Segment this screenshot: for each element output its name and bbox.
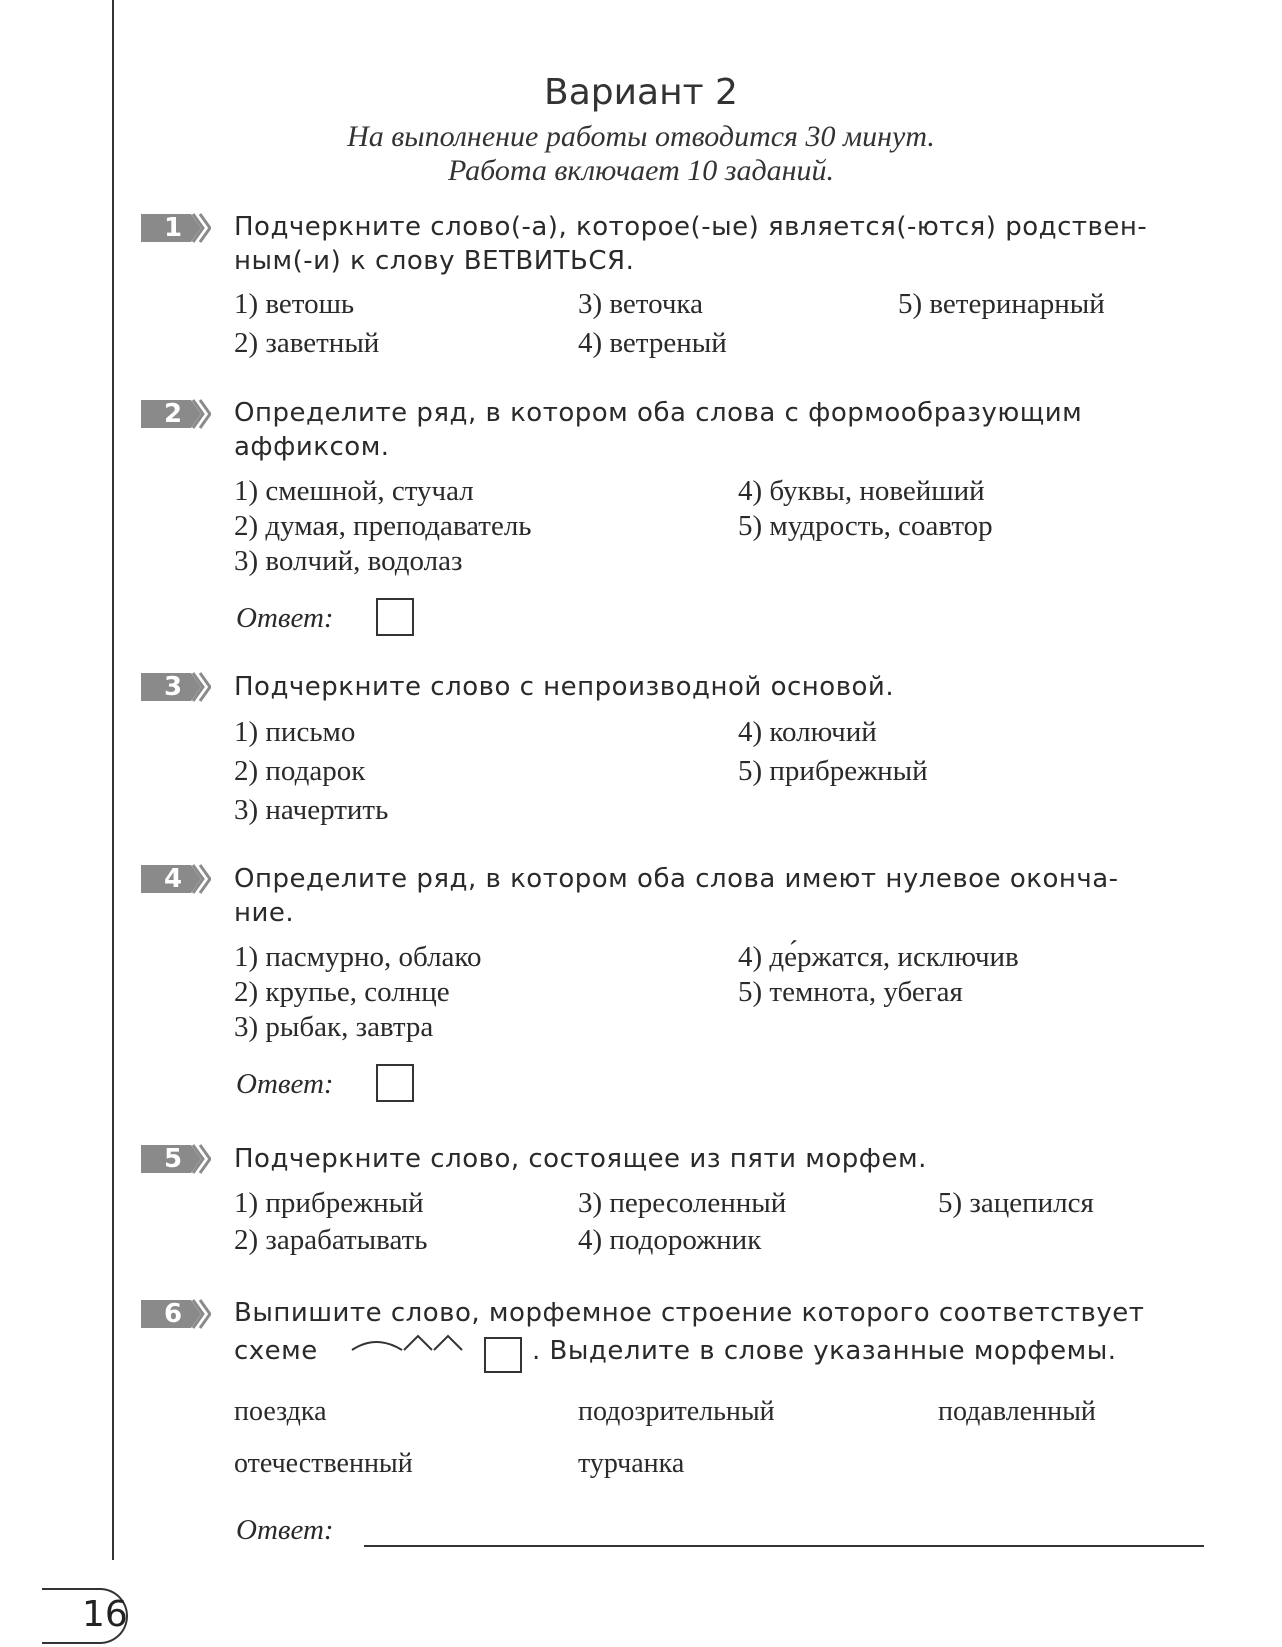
task-4-answer-box[interactable] [376, 1064, 414, 1102]
page-margin-line [112, 0, 114, 1560]
task-5-option-4[interactable]: 4) подорожник [578, 1224, 762, 1256]
task-2-option-3: 3) волчий, водолаз [234, 545, 463, 577]
task-3-number: 3 [163, 672, 183, 702]
task-4-option-4: 4) де́ржатся, исключив [738, 941, 1019, 973]
task-1-prompt-line1: Подчеркните слово(-а), которое(-ые) является(-ются) родствен- [234, 212, 1148, 242]
task-count-note: Работа включает 10 заданий. [447, 154, 835, 187]
task-5-option-1[interactable]: 1) прибрежный [234, 1187, 424, 1219]
task-2-prompt [234, 396, 1206, 464]
task-3-prompt-line1: Подчеркните слово с непроизводной основой. [234, 672, 895, 702]
task-6-word-3: подавленный [938, 1396, 1096, 1427]
task-4-prompt [234, 862, 1206, 930]
task-6-prompt-line2: . Выделите в слове указанные морфемы. [532, 1336, 1117, 1366]
task-2-option-5: 5) мудрость, соавтор [738, 510, 993, 542]
task-1-prompt [234, 210, 1206, 278]
task-2-prompt-line2: аффиксом. [234, 432, 390, 462]
task-6-word-1: поездка [234, 1396, 327, 1427]
task-4-answer-label: Ответ: [236, 1068, 334, 1100]
task-2-option-2: 2) думая, преподаватель [234, 510, 532, 542]
task-5-option-5[interactable]: 5) зацепился [938, 1187, 1094, 1219]
task-3-option-2[interactable]: 2) подарок [234, 755, 366, 787]
task-6-scheme-label: схеме [234, 1336, 318, 1366]
task-1-prompt-line2: ным(-и) к слову ВЕТВИТЬСЯ. [234, 246, 635, 276]
task-1-number: 1 [163, 213, 183, 243]
task-1-option-2[interactable]: 2) заветный [234, 327, 380, 359]
task-4-prompt-line2: ние. [234, 898, 295, 928]
task-6-prompt [234, 1296, 1206, 1330]
task-6-answer-line[interactable] [364, 1545, 1204, 1547]
page-title: Вариант 2 [544, 72, 738, 113]
task-6-prompt-line1: Выпишите слово, морфемное строение которого соответствует [234, 1298, 1145, 1328]
task-1-option-3[interactable]: 3) веточка [578, 288, 703, 320]
task-2-option-4: 4) буквы, новейший [738, 475, 985, 507]
task-2-answer-label: Ответ: [236, 602, 334, 634]
task-3-option-5[interactable]: 5) прибрежный [738, 755, 928, 787]
task-3-option-4[interactable]: 4) колючий [738, 716, 877, 748]
task-6-word-5: турчанка [578, 1448, 685, 1479]
task-4-prompt-line1: Определите ряд, в котором оба слова имеют нулевое оконча- [234, 864, 1119, 894]
task-4-option-2: 2) крупье, солнце [234, 976, 450, 1008]
task-4-badge [141, 862, 211, 896]
task-6-answer-label: Ответ: [236, 1514, 334, 1546]
task-6-word-4: отечественный [234, 1448, 413, 1479]
task-6-word-2: подозрительный [578, 1396, 775, 1427]
task-1-option-1[interactable]: 1) ветошь [234, 288, 355, 320]
page-number: 16 [82, 1594, 128, 1635]
task-5-prompt-line1: Подчеркните слово, состоящее из пяти морфем. [234, 1144, 927, 1174]
task-1-badge [141, 211, 211, 245]
task-3-option-1[interactable]: 1) письмо [234, 716, 356, 748]
task-5-badge [141, 1142, 211, 1176]
page-number-tab [82, 1588, 152, 1644]
task-5-number: 5 [163, 1144, 183, 1174]
time-note: На выполнение работы отводится 30 минут. [347, 120, 935, 153]
morpheme-scheme-icon [346, 1330, 526, 1376]
task-5-option-3[interactable]: 3) пересоленный [578, 1187, 787, 1219]
task-4-option-1: 1) пасмурно, облако [234, 941, 482, 973]
task-4-option-3: 3) рыбак, завтра [234, 1011, 434, 1043]
task-6-number: 6 [163, 1299, 183, 1329]
task-2-option-1: 1) смешной, стучал [234, 475, 474, 507]
task-4-option-5: 5) темнота, убегая [738, 976, 963, 1008]
task-5-option-2[interactable]: 2) зарабатывать [234, 1224, 428, 1256]
task-1-option-4[interactable]: 4) ветреный [578, 327, 727, 359]
task-6-badge [141, 1297, 211, 1331]
task-3-prompt [234, 670, 1206, 704]
task-2-number: 2 [163, 399, 183, 429]
task-4-number: 4 [163, 864, 183, 894]
task-2-badge [141, 397, 211, 431]
task-2-prompt-line1: Определите ряд, в котором оба слова с формообразующим [234, 398, 1083, 428]
task-3-badge [141, 670, 211, 704]
task-1-option-5[interactable]: 5) ветеринарный [898, 288, 1105, 320]
task-2-answer-box[interactable] [376, 598, 414, 636]
task-3-option-3[interactable]: 3) начертить [234, 794, 389, 826]
task-5-prompt [234, 1142, 1206, 1176]
